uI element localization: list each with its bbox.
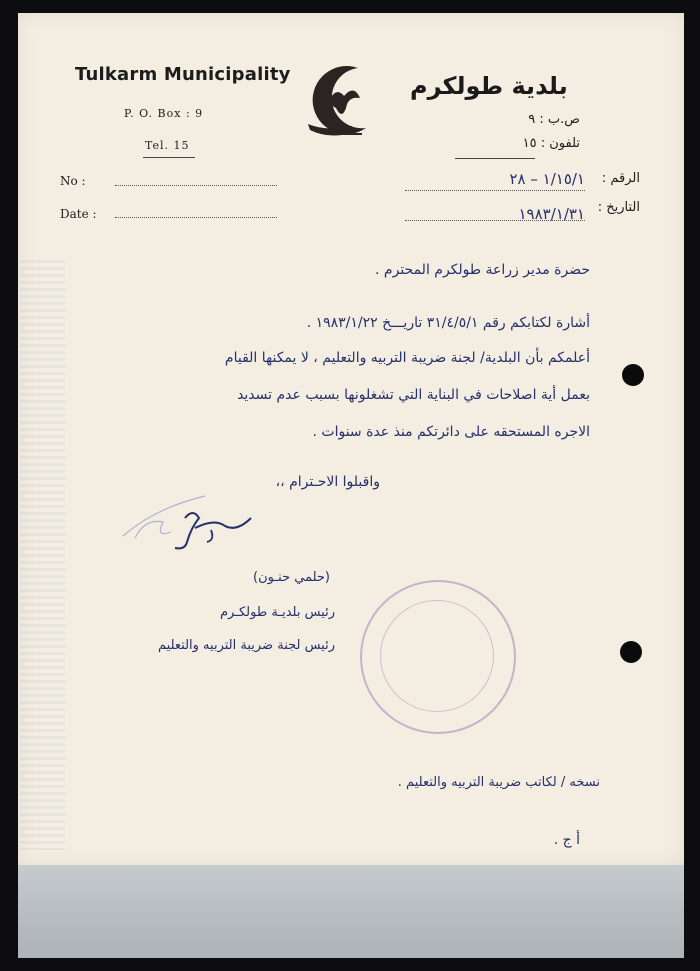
municipality-emblem-icon — [302, 62, 382, 146]
letterhead-en-tel: Tel. 15 — [145, 139, 190, 152]
letter-line-4: الاجره المستحقه على دائرتكم منذ عدة سنوات . — [312, 424, 590, 440]
ar-date-dotted-line — [405, 220, 585, 221]
no-dotted-line — [115, 185, 277, 186]
official-stamp-inner-ring — [380, 600, 494, 712]
handwritten-signature — [115, 488, 265, 558]
signatory-name: (حلمي حنـون) — [253, 570, 330, 585]
initials: أ ج . — [553, 832, 580, 848]
copy-to-line: نسخه / لكاتب ضريبة التربيه والتعليم . — [397, 775, 600, 790]
signatory-title-1: رئيس بلديـة طولكـرم — [219, 605, 335, 620]
ar-no-label: الرقم : — [601, 171, 640, 186]
letterhead-ar-pobox: ص.ب : ٩ — [528, 112, 580, 127]
punch-hole-upper — [622, 364, 644, 386]
letterhead-en-pobox: P. O. Box : 9 — [124, 107, 204, 120]
letterhead-en-title: Tulkarm Municipality — [75, 64, 291, 85]
punch-hole-lower — [620, 641, 642, 663]
ar-no-dotted-line — [405, 190, 585, 191]
date-label: Date : — [60, 207, 97, 221]
letterhead-ar-tel: تلفون : ١٥ — [522, 136, 580, 151]
letter-addressee: حضرة مدير زراعة طولكرم المحترم . — [375, 262, 590, 278]
ar-no-value: ١/١٥/١ – ٢٨ — [509, 170, 585, 188]
tel-underline — [143, 157, 195, 158]
signatory-title-2: رئيس لجنة ضريبة التربيه والتعليم — [158, 638, 335, 653]
date-dotted-line — [115, 217, 277, 218]
official-stamp — [360, 580, 516, 734]
bleed-through-marks — [20, 260, 65, 850]
tissue-backing — [18, 855, 684, 958]
letter-closing: واقبلوا الاحـترام ،، — [275, 474, 380, 490]
ar-date-label: التاريخ : — [597, 200, 640, 215]
letterhead-ar-title: بلدية طولكرم — [410, 72, 568, 100]
letter-line-2: أعلمكم بأن البلدية/ لجنة ضريبة التربيه والتعليم ، لا يمكنها القيام — [224, 350, 590, 366]
letter-line-1: أشارة لكتابكم رقم ٣١/٤/٥/١ تاريـــخ ١٩٨٣/١/٢٢ . — [306, 315, 590, 331]
letter-line-3: بعمل أية اصلاحات في البناية التي تشغلونها بسبب عدم تسديد — [237, 387, 590, 403]
ar-tel-underline — [455, 158, 535, 159]
ar-date-value: ١٩٨٣/١/٣١ — [518, 205, 585, 223]
no-label: No : — [60, 174, 86, 188]
